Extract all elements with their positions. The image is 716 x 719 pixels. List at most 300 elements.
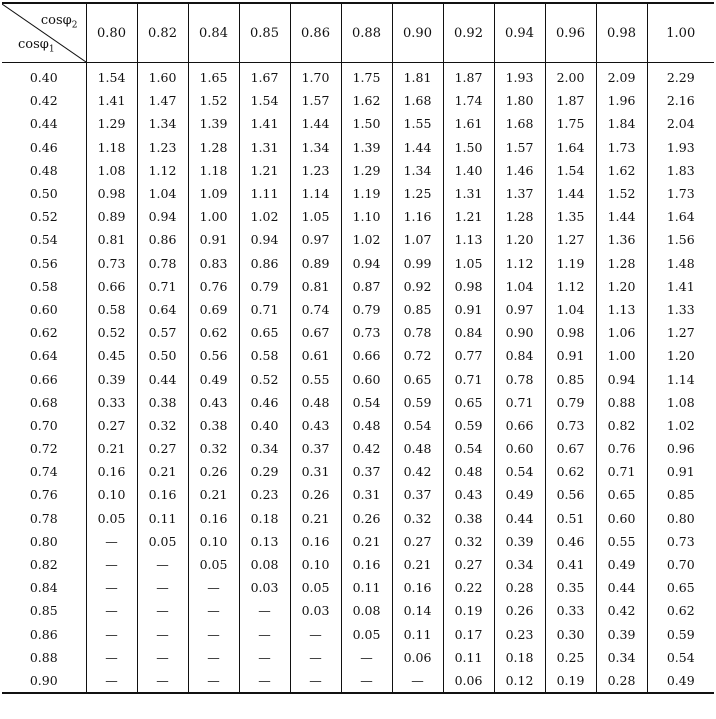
table-cell: 1.34 — [137, 112, 188, 135]
table-cell: 0.60 — [341, 367, 392, 390]
table-cell: 0.26 — [494, 599, 545, 622]
table-row — [2, 252, 714, 275]
table-cell: 0.65 — [443, 391, 494, 414]
table-cell: 0.62 — [545, 460, 596, 483]
table-cell: 0.33 — [86, 391, 137, 414]
table-row — [2, 391, 714, 414]
table-cell: 0.48 — [290, 391, 341, 414]
table-cell: 1.28 — [494, 205, 545, 228]
table-cell: 0.46 — [545, 530, 596, 553]
table-cell: 0.73 — [86, 252, 137, 275]
table-cell: 0.71 — [443, 367, 494, 390]
table-cell: 1.56 — [647, 228, 714, 251]
table-cell: 0.41 — [545, 553, 596, 576]
table-cell: 0.58 — [239, 344, 290, 367]
table-row — [2, 437, 714, 460]
table-row — [2, 576, 714, 599]
table-cell: — — [86, 646, 137, 669]
table-cell: 0.08 — [341, 599, 392, 622]
table-cell: 0.10 — [188, 530, 239, 553]
table-cell: 0.81 — [86, 228, 137, 251]
table-cell: 1.19 — [341, 182, 392, 205]
table-row — [2, 89, 714, 112]
table-cell: 1.19 — [545, 252, 596, 275]
table-cell: 1.83 — [647, 159, 714, 182]
table-cell: 0.67 — [545, 437, 596, 460]
table-cell: 0.89 — [290, 252, 341, 275]
table-cell: 2.09 — [596, 63, 647, 90]
table-row — [2, 623, 714, 646]
table-cell: 1.23 — [290, 159, 341, 182]
table-cell: 0.54 — [392, 414, 443, 437]
table-cell: 0.50 — [137, 344, 188, 367]
table-row — [2, 344, 714, 367]
table-cell: — — [188, 669, 239, 693]
table-cell: 1.55 — [392, 112, 443, 135]
table-cell: — — [86, 623, 137, 646]
column-header: 0.90 — [392, 3, 443, 63]
table-row — [2, 321, 714, 344]
table-cell: 1.41 — [647, 275, 714, 298]
table-cell: 0.97 — [290, 228, 341, 251]
table-cell: 1.34 — [290, 136, 341, 159]
column-axis-label: cosφ$_2$ — [40, 13, 78, 31]
table-cell: 0.52 — [86, 321, 137, 344]
table-cell: 0.83 — [188, 252, 239, 275]
table-cell: 0.37 — [392, 483, 443, 506]
table-cell: 1.28 — [596, 252, 647, 275]
table-cell: 1.64 — [647, 205, 714, 228]
row-header: 0.84 — [29, 580, 58, 596]
table-cell: 0.43 — [290, 414, 341, 437]
table-row — [2, 63, 714, 90]
row-header: 0.80 — [29, 533, 58, 549]
table-cell: 0.94 — [239, 228, 290, 251]
table-cell: 0.97 — [494, 298, 545, 321]
table-cell: 0.39 — [86, 367, 137, 390]
table-row — [2, 460, 714, 483]
table-cell: 1.34 — [392, 159, 443, 182]
table-cell: 0.27 — [86, 414, 137, 437]
table-cell: 0.28 — [596, 669, 647, 693]
table-cell: 1.12 — [494, 252, 545, 275]
table-cell: 0.98 — [545, 321, 596, 344]
table-cell: 1.31 — [239, 136, 290, 159]
table-cell: 0.79 — [545, 391, 596, 414]
table-cell: 0.90 — [494, 321, 545, 344]
row-header: 0.90 — [29, 672, 58, 688]
table-cell: 0.21 — [86, 437, 137, 460]
table-cell: 0.85 — [647, 483, 714, 506]
table-cell: 0.18 — [239, 507, 290, 530]
table-cell: 1.84 — [596, 112, 647, 135]
table-cell: 0.60 — [596, 507, 647, 530]
table-cell: 0.62 — [188, 321, 239, 344]
table-row — [2, 646, 714, 669]
table-cell: 1.25 — [392, 182, 443, 205]
table-cell: 0.59 — [392, 391, 443, 414]
table-cell: 1.54 — [545, 159, 596, 182]
table-cell: 0.05 — [137, 530, 188, 553]
table-cell: 0.21 — [392, 553, 443, 576]
table-cell: 1.14 — [647, 367, 714, 390]
table-cell: 1.06 — [596, 321, 647, 344]
table-cell: 0.64 — [137, 298, 188, 321]
table-cell: 0.21 — [188, 483, 239, 506]
column-header: 0.92 — [443, 3, 494, 63]
row-header: 0.56 — [29, 255, 58, 271]
table-cell: 1.00 — [596, 344, 647, 367]
table-cell: 0.31 — [341, 483, 392, 506]
table-cell: 0.27 — [392, 530, 443, 553]
table-cell: 0.55 — [596, 530, 647, 553]
table-cell: 0.11 — [137, 507, 188, 530]
table-cell: 1.23 — [137, 136, 188, 159]
table-cell: 0.54 — [443, 437, 494, 460]
table-cell: 0.16 — [188, 507, 239, 530]
table-cell: 0.49 — [494, 483, 545, 506]
table-cell: 0.08 — [239, 553, 290, 576]
table-cell: 0.05 — [341, 623, 392, 646]
table-cell: 0.91 — [647, 460, 714, 483]
table-cell: — — [239, 623, 290, 646]
table-cell: 1.28 — [188, 136, 239, 159]
table-cell: 0.98 — [443, 275, 494, 298]
table-cell: 1.87 — [545, 89, 596, 112]
table-row — [2, 136, 714, 159]
table-cell: 1.47 — [137, 89, 188, 112]
table-cell: 0.26 — [188, 460, 239, 483]
table-cell: 0.16 — [392, 576, 443, 599]
row-header: 0.70 — [29, 417, 58, 433]
row-header: 0.52 — [29, 209, 58, 225]
table-cell: 0.59 — [443, 414, 494, 437]
column-header: 0.96 — [545, 3, 596, 63]
table-cell: 1.50 — [341, 112, 392, 135]
table-cell: 0.12 — [494, 669, 545, 693]
row-header: 0.58 — [29, 278, 58, 294]
table-cell: 0.05 — [188, 553, 239, 576]
table-cell: — — [188, 646, 239, 669]
row-header: 0.42 — [29, 93, 58, 109]
row-header: 0.88 — [29, 649, 58, 665]
table-cell: 0.71 — [494, 391, 545, 414]
table-cell: 0.42 — [341, 437, 392, 460]
table-cell: 0.27 — [443, 553, 494, 576]
table-cell: 2.00 — [545, 63, 596, 90]
table-cell: 0.91 — [443, 298, 494, 321]
column-header: 0.94 — [494, 3, 545, 63]
table-cell: 1.13 — [596, 298, 647, 321]
table-cell: 0.45 — [86, 344, 137, 367]
table-cell: 0.94 — [596, 367, 647, 390]
table-cell: 0.76 — [596, 437, 647, 460]
table-cell: 0.16 — [137, 483, 188, 506]
table-cell: 0.22 — [443, 576, 494, 599]
table-cell: 0.06 — [392, 646, 443, 669]
table-cell: 0.43 — [188, 391, 239, 414]
table-cell: 0.21 — [137, 460, 188, 483]
table-cell: 2.16 — [647, 89, 714, 112]
corner-cell — [2, 3, 86, 63]
table-cell: 0.58 — [86, 298, 137, 321]
table-cell: 1.07 — [392, 228, 443, 251]
row-header: 0.46 — [29, 139, 58, 155]
table-cell: 0.34 — [596, 646, 647, 669]
table-cell: 0.42 — [392, 460, 443, 483]
table-cell: 0.18 — [494, 646, 545, 669]
table-cell: 0.38 — [137, 391, 188, 414]
table-cell: 0.30 — [545, 623, 596, 646]
table-cell: 0.49 — [188, 367, 239, 390]
table-cell: — — [341, 646, 392, 669]
table-cell: 1.64 — [545, 136, 596, 159]
table-cell: 1.75 — [545, 112, 596, 135]
table-cell: 1.57 — [494, 136, 545, 159]
table-cell: 1.62 — [596, 159, 647, 182]
table-row — [2, 553, 714, 576]
table-cell: 1.68 — [392, 89, 443, 112]
column-header: 0.86 — [290, 3, 341, 63]
table-cell: 1.02 — [341, 228, 392, 251]
row-header: 0.60 — [29, 301, 58, 317]
row-header: 0.76 — [29, 487, 58, 503]
row-header: 0.66 — [29, 371, 58, 387]
table-cell: 0.14 — [392, 599, 443, 622]
table-cell: — — [188, 623, 239, 646]
table-cell: 0.52 — [239, 367, 290, 390]
table-cell: 1.39 — [341, 136, 392, 159]
table-cell: — — [86, 669, 137, 693]
table-row — [2, 159, 714, 182]
table-cell: 1.62 — [341, 89, 392, 112]
row-header: 0.44 — [29, 116, 58, 132]
table-cell: 1.20 — [647, 344, 714, 367]
table-cell: — — [137, 576, 188, 599]
column-header: 0.82 — [137, 3, 188, 63]
table-cell: 1.04 — [545, 298, 596, 321]
table-cell: 1.70 — [290, 63, 341, 90]
table-cell: 0.16 — [341, 553, 392, 576]
table-cell: 0.71 — [239, 298, 290, 321]
table-cell: 0.26 — [290, 483, 341, 506]
table-cell: 0.25 — [545, 646, 596, 669]
table-row — [2, 599, 714, 622]
table-cell: 1.05 — [443, 252, 494, 275]
table-cell: 0.11 — [341, 576, 392, 599]
table-cell: 0.86 — [239, 252, 290, 275]
table-cell: 0.29 — [239, 460, 290, 483]
table-cell: 0.65 — [596, 483, 647, 506]
table-cell: 0.81 — [290, 275, 341, 298]
table-cell: 0.32 — [188, 437, 239, 460]
table-cell: 0.79 — [239, 275, 290, 298]
table-cell: 1.04 — [494, 275, 545, 298]
table-cell: 1.39 — [188, 112, 239, 135]
table-cell: 0.48 — [341, 414, 392, 437]
table-cell: 0.10 — [290, 553, 341, 576]
table-cell: — — [392, 669, 443, 693]
table-row — [2, 228, 714, 251]
table-cell: 0.46 — [239, 391, 290, 414]
table-cell: 0.71 — [596, 460, 647, 483]
table-cell: — — [290, 646, 341, 669]
row-header: 0.62 — [29, 325, 58, 341]
table-cell: 0.78 — [494, 367, 545, 390]
table-cell: — — [239, 646, 290, 669]
table-cell: 0.79 — [341, 298, 392, 321]
table-cell: 1.35 — [545, 205, 596, 228]
table-cell: 0.55 — [290, 367, 341, 390]
table-cell: — — [137, 623, 188, 646]
table-cell: 0.82 — [596, 414, 647, 437]
row-header: 0.54 — [29, 232, 58, 248]
table-cell: 0.67 — [290, 321, 341, 344]
table-cell: 1.16 — [392, 205, 443, 228]
table-row — [2, 367, 714, 390]
table-cell: 1.41 — [239, 112, 290, 135]
table-cell: 0.94 — [137, 205, 188, 228]
table-cell: 0.71 — [137, 275, 188, 298]
table-cell: 1.60 — [137, 63, 188, 90]
table-cell: 1.93 — [494, 63, 545, 90]
table-cell: 0.54 — [494, 460, 545, 483]
table-cell: 0.32 — [137, 414, 188, 437]
table-cell: 1.67 — [239, 63, 290, 90]
table-cell: 1.08 — [647, 391, 714, 414]
row-header: 0.64 — [29, 348, 58, 364]
table-cell: 1.93 — [647, 136, 714, 159]
table-cell: 0.03 — [290, 599, 341, 622]
table-cell: 1.27 — [545, 228, 596, 251]
column-header: 0.88 — [341, 3, 392, 63]
table-cell: 0.31 — [290, 460, 341, 483]
table-cell: 0.38 — [188, 414, 239, 437]
table-cell: 1.52 — [596, 182, 647, 205]
table-row — [2, 507, 714, 530]
table-cell: 1.80 — [494, 89, 545, 112]
column-header: 0.80 — [86, 3, 137, 63]
table-cell: 0.49 — [596, 553, 647, 576]
table-cell: 1.57 — [290, 89, 341, 112]
table-cell: 1.75 — [341, 63, 392, 90]
table-cell: 1.37 — [494, 182, 545, 205]
table-cell: 0.65 — [392, 367, 443, 390]
table-cell: 0.48 — [392, 437, 443, 460]
table-cell: 1.27 — [647, 321, 714, 344]
table-cell: 1.29 — [86, 112, 137, 135]
table-cell: 0.84 — [494, 344, 545, 367]
table-cell: 1.20 — [494, 228, 545, 251]
table-cell: 0.23 — [494, 623, 545, 646]
row-header: 0.74 — [29, 464, 58, 480]
table-row — [2, 205, 714, 228]
table-cell: 0.37 — [290, 437, 341, 460]
table-cell: 0.03 — [239, 576, 290, 599]
table-cell: 1.05 — [290, 205, 341, 228]
table-cell: 0.66 — [341, 344, 392, 367]
table-cell: 1.61 — [443, 112, 494, 135]
table-cell: 0.73 — [647, 530, 714, 553]
table-cell: 1.10 — [341, 205, 392, 228]
table-cell: 0.43 — [443, 483, 494, 506]
table-cell: 0.72 — [392, 344, 443, 367]
table-cell: 1.13 — [443, 228, 494, 251]
row-header: 0.40 — [29, 70, 58, 86]
row-header: 0.72 — [29, 441, 58, 457]
table-cell: 0.49 — [647, 669, 714, 693]
table-cell: 0.84 — [443, 321, 494, 344]
table-cell: 0.56 — [188, 344, 239, 367]
table-row — [2, 483, 714, 506]
table-cell: 0.76 — [188, 275, 239, 298]
table-cell: 0.99 — [392, 252, 443, 275]
table-cell: 0.34 — [239, 437, 290, 460]
table-cell: 0.05 — [86, 507, 137, 530]
table-cell: 1.87 — [443, 63, 494, 90]
table-cell: 0.69 — [188, 298, 239, 321]
table-cell: 0.98 — [86, 182, 137, 205]
table-cell: 0.23 — [239, 483, 290, 506]
table-cell: 1.46 — [494, 159, 545, 182]
table-cell: 0.66 — [86, 275, 137, 298]
column-header: 0.84 — [188, 3, 239, 63]
table-cell: — — [188, 599, 239, 622]
table-cell: 0.35 — [545, 576, 596, 599]
row-header: 0.82 — [29, 557, 58, 573]
table-cell: 1.20 — [596, 275, 647, 298]
table-cell: — — [290, 623, 341, 646]
table-cell: 0.33 — [545, 599, 596, 622]
column-header: 0.98 — [596, 3, 647, 63]
table-row — [2, 669, 714, 693]
table-cell: — — [290, 669, 341, 693]
table-cell: 1.73 — [596, 136, 647, 159]
table-cell: 0.11 — [392, 623, 443, 646]
table-cell: 0.89 — [86, 205, 137, 228]
table-cell: 1.33 — [647, 298, 714, 321]
table-cell: 1.54 — [239, 89, 290, 112]
table-cell: 0.17 — [443, 623, 494, 646]
table-cell: 1.12 — [545, 275, 596, 298]
table-cell: 1.74 — [443, 89, 494, 112]
table-cell: 0.48 — [443, 460, 494, 483]
table-cell: 1.44 — [545, 182, 596, 205]
table-cell: 0.21 — [341, 530, 392, 553]
table-cell: 0.44 — [494, 507, 545, 530]
table-cell: 1.40 — [443, 159, 494, 182]
table-cell: 1.00 — [188, 205, 239, 228]
table-cell: 0.21 — [290, 507, 341, 530]
table-cell: 1.29 — [341, 159, 392, 182]
table-cell: 0.39 — [596, 623, 647, 646]
table-cell: 0.44 — [137, 367, 188, 390]
table-row — [2, 112, 714, 135]
table-cell: 1.48 — [647, 252, 714, 275]
table-cell: — — [341, 669, 392, 693]
table-cell: 0.65 — [239, 321, 290, 344]
table-cell: 1.12 — [137, 159, 188, 182]
table-cell: 2.29 — [647, 63, 714, 90]
header-row — [2, 3, 714, 63]
table-row — [2, 414, 714, 437]
table-cell: 1.41 — [86, 89, 137, 112]
table-row — [2, 298, 714, 321]
table-cell: 1.08 — [86, 159, 137, 182]
table-cell: — — [188, 576, 239, 599]
table-cell: 0.92 — [392, 275, 443, 298]
table-cell: — — [86, 599, 137, 622]
